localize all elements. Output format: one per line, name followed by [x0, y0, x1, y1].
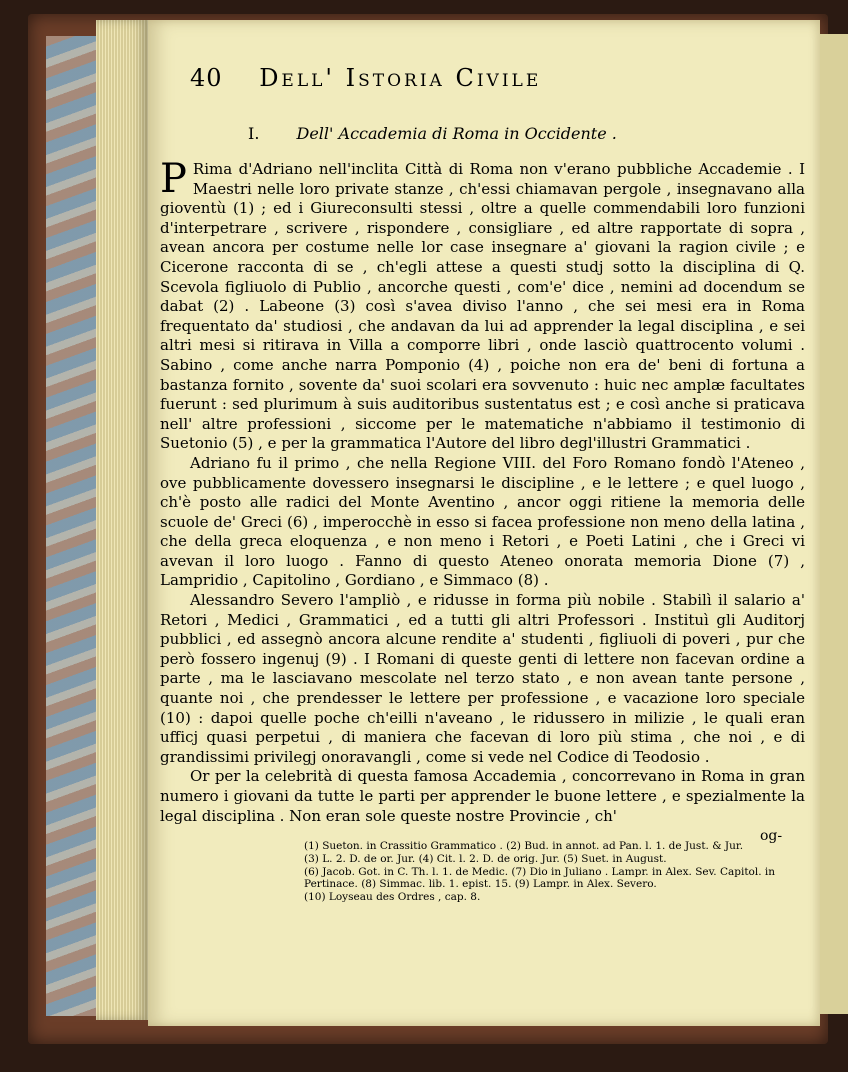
- footnote-line: (3) L. 2. D. de or. Jur. (4) Cit. l. 2. D. de orig. Jur. (5) Suet. in August.: [304, 852, 667, 865]
- facing-page-edge: [818, 34, 848, 1014]
- paragraph-3: Alessandro Severo l'ampliò , e ridusse in forma più nobile . Stabilì il salario a' Retori , Medici , Grammatici , ed a tutti gli altri Professori . Instituì gli Auditorj pubblici , ed assegnò ancora alcune rendite a' studenti , figliuoli di poveri , pur che però fossero ingenuj (9) . I Romani di queste genti di lettere non facevan ordine a parte , ma le lasciavano mescolate nel terzo stato , e non avean tante persone , quante noi , che prendesser le lettere per professione , e vacazione loro speciale (10) : dapoi quelle poche ch'eilli n'aveano , le ridussero in milizie , le quali eran ufficj quasi perpetui , di maniera che facevan di loro più stima , che noi , e di grandissimi privilegj onoravangli , come si vede nel Codice di Teodosio .: [160, 591, 805, 766]
- paragraph-4: Or per la celebrità di questa famosa Accademia , concorrevano in Roma in gran numero i giovani da tutte le parti per apprender le buone lettere , e spezialmente la legal disciplina . Non eran sole queste nostre Provincie , ch': [160, 767, 805, 825]
- running-title: Dell' Istoria Civile: [259, 64, 542, 92]
- running-header: [190, 64, 541, 104]
- section-number: I.: [248, 124, 260, 143]
- paragraph-2: Adriano fu il primo , che nella Regione VIII. del Foro Romano fondò l'Ateneo , ove pubblicamente dovessero insegnarsi le discipline , e le lettere ; e quel luogo , ch'è posto alle radici del Monte Aventino , ancor oggi ritiene la memoria delle scuole de' Greci (6) , imperocchè in esso si facea professione non meno della latina , che della greca eloquenza , e non meno i Retori , e Poeti Latini , che i Greci vi avevan il loro luogo . Fanno di questo Ateneo onorata memoria Dione (7) , Lampridio , Capitolino , Gordiano , e Simmaco (8) .: [160, 453, 805, 590]
- footnote-line: (1) Sueton. in Crassitio Grammatico . (2) Bud. in annot. ad Pan. l. 1. de Just. & Jur.: [304, 840, 744, 852]
- paragraph-text: Rima d'Adriano nell'inclita Città di Roma non v'erano pubbliche Accademie . I Maestri nelle loro private stanze , ch'essi chiamavan pergole , insegnavano alla gioventù (1) ; ed i Giureconsulti stessi , oltre a quelle commendabili loro funzioni d'interpetrare , scrivere , rispondere , consigliare , ed altre rapportate di sopra , avean ancora per costume nelle lor case insegnare a' giovani la ragion civile ; e Cicerone racconta di se , ch'egli attese a questi studj sotto la disciplina di Q. Scevola figliuolo di Publio , ancorche questi , com'e' dice , nemini ad docendum se dabat (2) . Labeone (3) così s'avea diviso l'anno , che sei mesi era in Roma frequentato da' studiosi , che andavan da lui ad apprender la legal disciplina , e sei altri mesi si ritirava in Villa a comporre libri , onde lasciò quattrocento volumi . Sabino , come anche narra Pomponio (4) , poiche non era de' beni di fortuna a bastanza fornito , sovente da' suoi scolari era sovvenuto : huic nec amplæ facultates fuerunt : sed plurimum à suis auditoribus sustentatus est ; e così anche si praticava nell' altre professioni , siccome per le matematiche n'abbiamo il testimonio di Suetonio (5) , e per la grammatica l'Autore del libro degl'illustri Grammatici .: [160, 160, 805, 453]
- footnote-line: (10) Loyseau des Ordres , cap. 8.: [304, 891, 481, 904]
- page-number: 40: [190, 64, 223, 92]
- page-stack-edge: [96, 20, 148, 1020]
- paragraph-1: [160, 156, 805, 454]
- footnote-line: Pertinace. (8) Simmac. lib. 1. epist. 15. (9) Lampr. in Alex. Severo.: [304, 878, 657, 891]
- body-text: [160, 156, 805, 826]
- drop-cap: P: [160, 156, 187, 202]
- marbled-endpaper: [46, 36, 96, 1016]
- footnote-line: (6) Jacob. Got. in C. Th. l. 1. de Medic. (7) Dio in Juliano . Lampr. in Alex. Sev. Capitol. in: [304, 865, 776, 878]
- footnotes: [304, 840, 804, 904]
- section-heading: [248, 124, 617, 150]
- section-title: Dell' Accademia di Roma in Occidente .: [296, 124, 617, 143]
- catchword: og-: [760, 828, 783, 844]
